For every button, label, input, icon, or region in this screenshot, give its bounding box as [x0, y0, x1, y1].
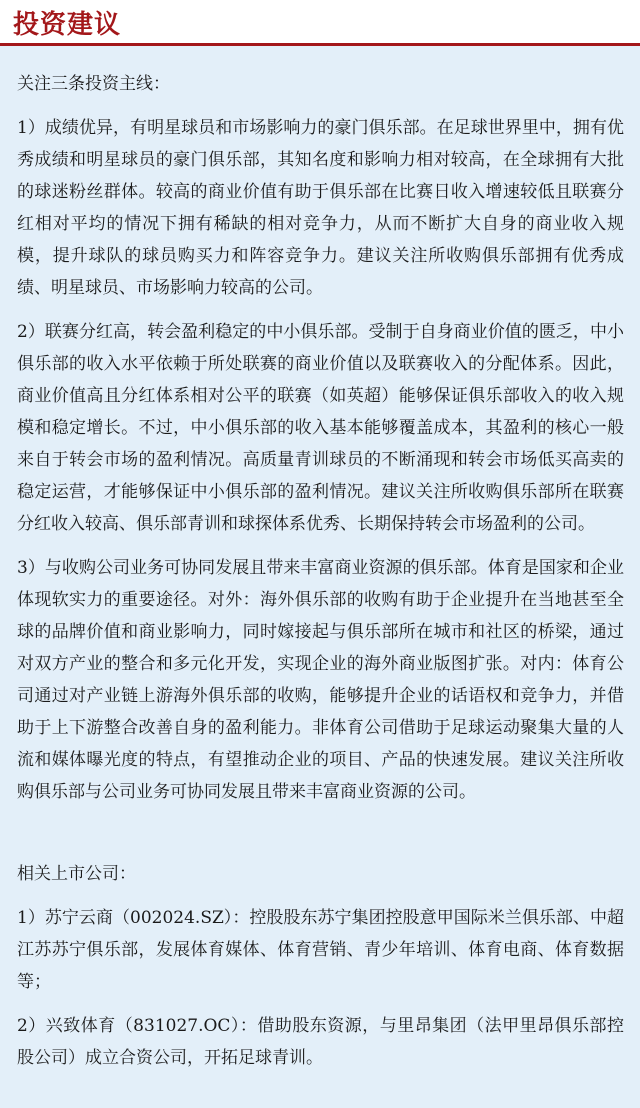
section-spacer — [17, 820, 624, 858]
company-item-2: 2）兴致体育（831027.OC）：借助股东资源，与里昂集团（法甲里昂俱乐部控股公司）成立合资公司，开拓足球青训。 — [17, 1016, 624, 1068]
investment-lines-intro: 关注三条投资主线： — [17, 74, 170, 94]
listed-companies-intro: 相关上市公司： — [17, 864, 136, 884]
page-title: 投资建议 — [13, 10, 122, 40]
company-item-1: 1）苏宁云商（002024.SZ）：控股股东苏宁集团控股意甲国际米兰俱乐部、中超江苏苏宁俱乐部，发展体育媒体、体育营销、青少年培训、体育电商、体育数据等； — [17, 908, 624, 992]
paragraph-line-1: 1）成绩优异，有明星球员和市场影响力的豪门俱乐部。在足球世界里中，拥有优秀成绩和明星球员的豪门俱乐部，其知名度和影响力相对较高，在全球拥有大批的球迷粉丝群体。较高的商业价值有助于俱乐部在比赛日收入增速较低且联赛分红相对平均的情况下拥有稀缺的相对竞争力，从而不断扩大自身的商业收入规模，提升球队的球员购买力和阵容竞争力。建议关注所收购俱乐部拥有优秀成绩、明星球员、市场影响力较高的公司。 — [17, 118, 624, 298]
article-body — [0, 46, 640, 1074]
content-panel — [0, 46, 640, 1108]
paragraph-line-3: 3）与收购公司业务可协同发展且带来丰富商业资源的俱乐部。体育是国家和企业体现软实力的重要途径。对外：海外俱乐部的收购有助于企业提升在当地甚至全球的品牌价值和商业影响力，同时嫁接起与俱乐部所在城市和社区的桥梁，通过对双方产业的整合和多元化开发，实现企业的海外商业版图扩张。对内：体育公司通过对产业链上游海外俱乐部的收购，能够提升企业的话语权和竞争力，并借助于上下游整合改善自身的盈利能力。非体育公司借助于足球运动聚集大量的人流和媒体曝光度的特点，有望推动企业的项目、产品的快速发展。建议关注所收购俱乐部与公司业务可协同发展且带来丰富商业资源的公司。 — [17, 558, 624, 802]
title-bar — [0, 0, 640, 46]
paragraph-line-2: 2）联赛分红高，转会盈利稳定的中小俱乐部。受制于自身商业价值的匮乏，中小俱乐部的收入水平依赖于所处联赛的商业价值以及联赛收入的分配体系。因此，商业价值高且分红体系相对公平的联赛（如英超）能够保证俱乐部收入的收入规模和稳定增长。不过，中小俱乐部的收入基本能够覆盖成本，其盈利的核心一般来自于转会市场的盈利情况。高质量青训球员的不断涌现和转会市场低买高卖的稳定运营，才能够保证中小俱乐部的盈利情况。建议关注所收购俱乐部所在联赛分红收入较高、俱乐部青训和球探体系优秀、长期保持转会市场盈利的公司。 — [17, 322, 624, 534]
